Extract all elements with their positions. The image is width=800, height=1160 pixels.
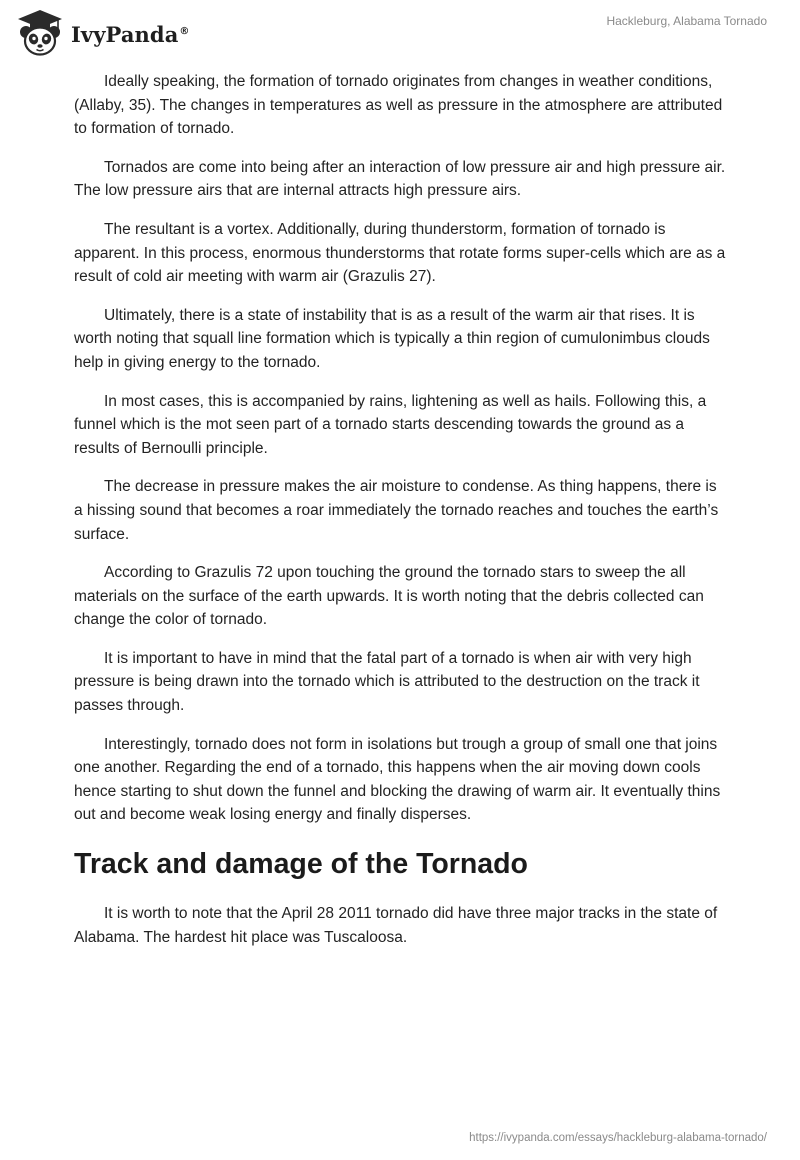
body-paragraph-3: The resultant is a vortex. Additionally, during thunderstorm, formation of tornado is apparent. In this process, enormous thunderstorms that rotate forms super-cells which are as a result of cold air meeting with warm air (Grazulis 27). (74, 220, 726, 286)
body-paragraph-4: Ultimately, there is a state of instability that is as a result of the warm air that rises. It is worth noting that squall line formation which is typically a thin region of cumulonimbus clouds help in giving energy to the tornado. (74, 306, 710, 371)
body-paragraph-7: According to Grazulis 72 upon touching the ground the tornado stars to sweep the all materials on the surface of the earth upwards. It is worth noting that the debris collected can change the color of tornado. (74, 564, 704, 629)
body-paragraph-10: It is worth to note that the April 28 2011 tornado did have three major tracks in the state of Alabama. The hardest hit place was Tuscaloosa. (74, 905, 718, 946)
body-paragraph-8: It is important to have in mind that the fatal part of a tornado is when air with very high pressure is being drawn into the tornado which is attributed to the destruction on the track it passes through. (74, 649, 700, 715)
body-paragraph-9: Interestingly, tornado does not form in isolations but trough a group of small one that joins one another. Regarding the end of a tornado, this happens when the air moving down cools hence starting to shut down the funnel and blocking the drawing of warm air. It eventually thins out and become weak losing energy and finally disperses. (74, 735, 721, 824)
body-paragraph-2: Tornados are come into being after an interaction of low pressure air and high pressure air. The low pressure airs that are internal attracts high pressure airs. (74, 158, 726, 200)
body-paragraph-1: Ideally speaking, the formation of tornado originates from changes in weather conditions, (Allaby, 35). The changes in temperatures as well as pressure in the atmosphere are attributed to formation of tornado. (74, 73, 723, 138)
registered-mark: ® (179, 25, 190, 37)
essay-body (74, 70, 728, 964)
brand-name: IvyPanda® (71, 21, 190, 47)
page-header (0, 0, 800, 64)
source-url-link[interactable]: https://ivypanda.com/essays/hackleburg-alabama-tornado/ (469, 1132, 767, 1144)
body-paragraph-6: The decrease in pressure makes the air moisture to condense. As thing happens, there is a hissing sound that becomes a roar immediately the tornado reaches and touches the earth’s surface. (74, 478, 719, 543)
brand-logo[interactable] (14, 8, 190, 58)
panda-graduate-icon (14, 8, 66, 58)
document-title: Hackleburg, Alabama Tornado (606, 14, 767, 28)
body-paragraph-5: In most cases, this is accompanied by rains, lightening as well as hails. Following this, a funnel which is the mot seen part of a tornado starts descending towards the ground as a results of Bernoulli principle. (74, 392, 707, 457)
section-heading: Track and damage of the Tornado (74, 848, 528, 881)
